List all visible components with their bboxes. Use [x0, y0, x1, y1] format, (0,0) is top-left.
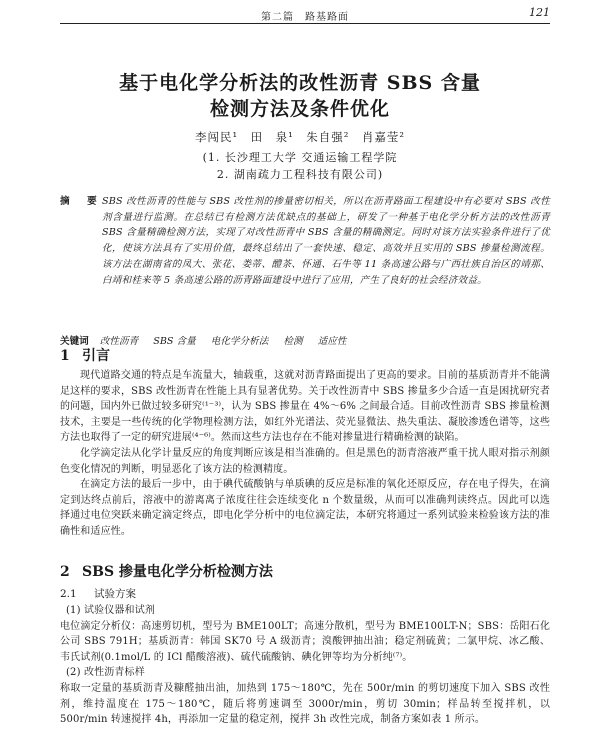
- abstract-label: 摘 要: [60, 196, 101, 207]
- section-number: 1: [60, 348, 70, 364]
- keywords-label: 关键词: [60, 336, 89, 347]
- paragraph: 电位滴定分析仪：高速剪切机，型号为 BME100LT；高速分散机，型号为 BME100LT-N；SBS：岳阳石化公司 SBS 791H；基质沥青：韩国 SK70 号 A 级沥青；溴酸钾抽出油；稳定剂硫黄；二氯甲烷、冰乙酸、韦氏试剂(0.1mol/L 的 ICl 醋酸溶液)、硫代硫酸钠、碘化钾等均为分析纯⁽⁷⁾。: [60, 620, 550, 663]
- subsection-title: 试验方案: [94, 588, 136, 600]
- header-rule: [60, 23, 550, 24]
- subsection-2-1-heading: [60, 586, 136, 601]
- page-number: 121: [529, 6, 550, 19]
- section-title: 引言: [82, 348, 110, 364]
- paragraph: 在滴定方法的最后一步中，由于碘代硫酸钠与单质碘的反应是标准的氧化还原反应，存在电子得失，在滴定到达终点前后，溶液中的游离离子浓度往往会连续变化 n 个数量级，从而可以准确判读终点。因此可以选择通过电位突跃来确定滴定终点，即电化学分析中的电位滴定法，本研究将通过一系列试验来检验该方法的准确性和适应性。: [60, 479, 550, 537]
- abstract-text: SBS 改性沥青的性能与 SBS 改性剂的掺量密切相关，所以在沥青路面工程建设中有必要对 SBS 改性剂含量进行监测。在总结已有检测方法优缺点的基础上，研发了一种基于电化学分析方法的改性沥青 SBS 含量精确检测方法，实现了对改性沥青中 SBS 含量的精确测定。同时对该方法实验条件进行了优化，使该方法具有了实用价值，最终总结出了一套快速、稳定、高效并且实用的 SBS 掺量检测流程。该方法在湖南省的凤大、张花、娄蒂、醴茶、怀通、石牛等 11 条高速公路与广西壮族自治区的靖那、白靖和桂来等 5 条高速公路的沥青路面建设中进行了应用，产生了良好的社会经济效益。: [102, 196, 550, 286]
- paper-title-line-1: 基于电化学分析法的改性沥青 SBS 含量: [119, 72, 481, 94]
- subsection-number: 2.1: [60, 588, 77, 600]
- item-heading: (2) 改性沥青标样: [66, 667, 145, 679]
- section-1-body: [60, 368, 550, 540]
- affiliation-1: (1. 长沙理工大学 交通运输工程学院: [202, 151, 398, 164]
- section-2-heading: [60, 561, 273, 581]
- paper-title-line-2: 检测方法及条件优化: [209, 98, 390, 120]
- running-header: [60, 6, 550, 24]
- abstract: [60, 194, 550, 288]
- keyword: SBS 含量: [153, 336, 196, 347]
- paragraph: 化学滴定法从化学计量反应的角度判断应该是相当准确的。但是黑色的沥青溶液严重干扰人眼对指示剂颜色变化情况的判断，明显恶化了该方法的检测精度。: [60, 447, 550, 475]
- keyword: 适应性: [317, 336, 347, 347]
- section-number: 2: [60, 564, 70, 580]
- paragraph: 称取一定量的基质沥青及糠醛抽出油，加热到 175～180℃，先在 500r/min 的剪切速度下加入 SBS 改性剂，维持温度在 175～180℃，随后将剪速调至 3000r/min，剪切 30min；样品转至搅拌机，以 500r/min 转速搅拌 4h，再添加一定量的稳定剂，搅拌 3h 改性完成，制备方案如表 1 所示。: [60, 682, 550, 726]
- section-title: SBS 掺量电化学分析检测方法: [82, 564, 273, 580]
- affiliation-2: 2. 湖南疏力工程科技有限公司): [216, 168, 384, 181]
- paragraph: 现代道路交通的特点是车流量大，轴载重，这就对沥青路面提出了更高的要求。目前的基质沥青并不能满足这样的要求，SBS 改性沥青在性能上具有显著优势。关于改性沥青中 SBS 掺量多少合适一直是困扰研究者的问题，国内外已做过较多研究⁽¹⁻³⁾，认为 SBS 掺量在 4%～6% 之间最合适。目前改性沥青 SBS 掺量检测技术，主要是一些传统的化学物理检测方法，如红外光谱法、荧光显微法、热失重法、凝胶渗透色谱等，这些方法也取得了一定的研究进展⁽⁴⁻⁶⁾。然而这些方法也存在不能对掺量进行精确检测的缺陷。: [60, 370, 550, 444]
- keywords: [60, 333, 550, 347]
- section-2-body: [60, 603, 550, 728]
- section-1-heading: [60, 345, 110, 365]
- keyword: 改性沥青: [99, 336, 139, 347]
- running-head-section: 第二篇 路基路面: [261, 12, 349, 23]
- item-heading: (1) 试验仪器和试剂: [66, 605, 155, 616]
- keyword: 检测: [283, 336, 303, 347]
- keyword: 电化学分析法: [210, 336, 269, 347]
- authors: 李闯民¹ 田 泉¹ 朱自强² 肖嘉莹²: [195, 130, 405, 144]
